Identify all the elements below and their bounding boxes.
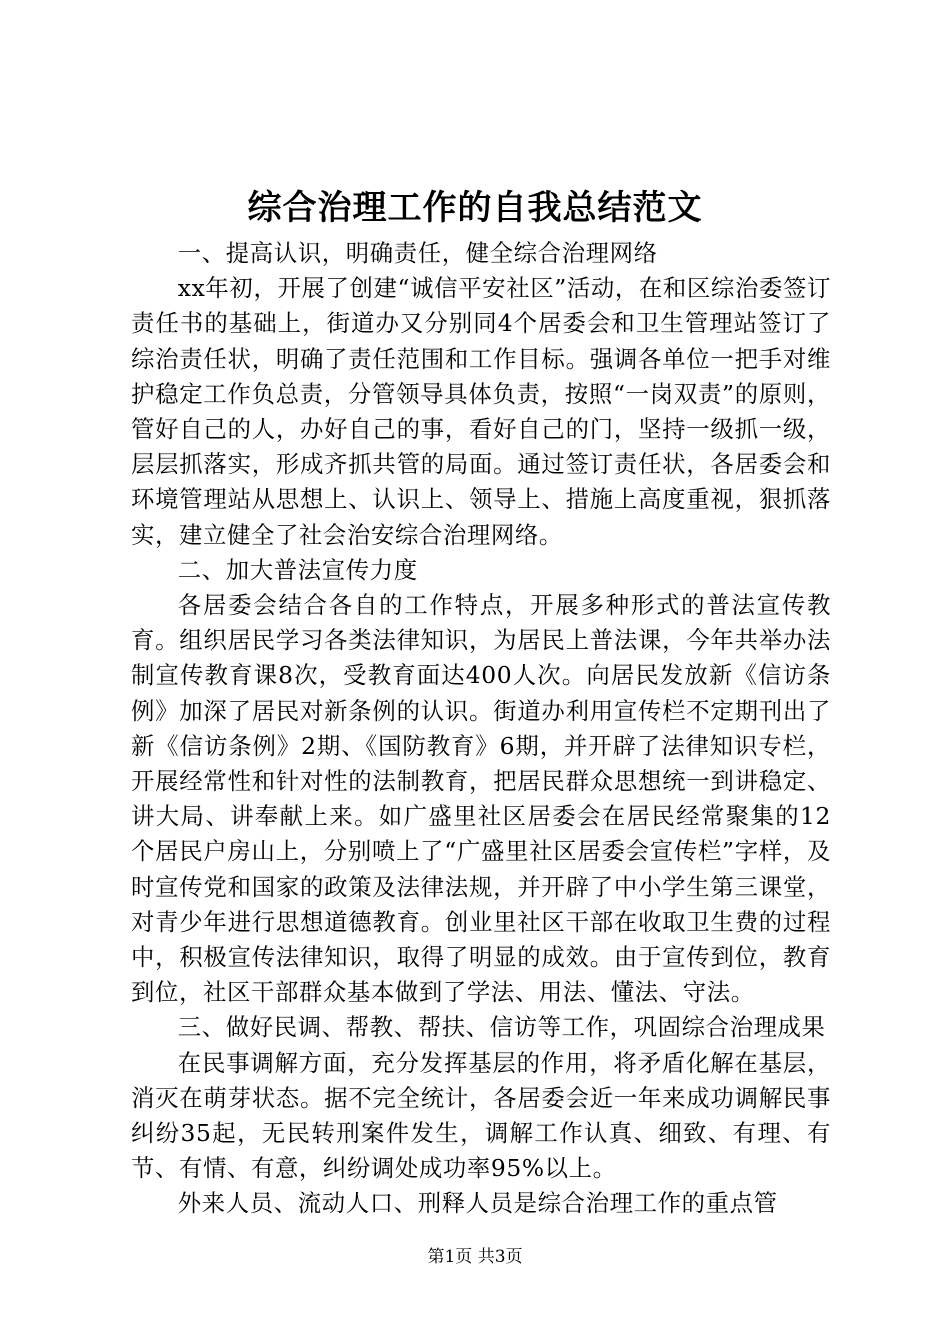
paragraph: 在民事调解方面，充分发挥基层的作用，将矛盾化解在基层，消灭在萌芽状态。据不完全统计，各居委会近一年来成功调解民事纠纷35起，无民转刑案件发生，调解工作认真、细致、有理、有节、有情、有意，纠纷调处成功率95%以上。 [131, 1048, 831, 1183]
document-title: 综合治理工作的自我总结范文 [247, 188, 703, 228]
page-footer: 第1页 共3页 [427, 1247, 523, 1267]
section-heading-2: 二、加大普法宣传力度 [177, 555, 418, 584]
paragraph: xx年初，开展了创建“诚信平安社区”活动，在和区综治委签订责任书的基础上，街道办又分别同4个居委会和卫生管理站签订了综治责任状，明确了责任范围和工作目标。强调各单位一把手对维护稳定工作负总责，分管领导具体负责，按照“一岗双责”的原则，管好自己的人，办好自己的事，看好自己的门，坚持一级抓一级，层层抓落实，形成齐抓共管的局面。通过签订责任状，各居委会和环境管理站从思想上、认识上、领导上、措施上高度重视，狠抓落实，建立健全了社会治安综合治理网络。 [131, 274, 831, 549]
section-heading-1: 一、提高认识，明确责任，健全综合治理网络 [177, 239, 658, 267]
section-heading-3: 三、做好民调、帮教、帮扶、信访等工作，巩固综合治理成果 [177, 1013, 826, 1042]
paragraph: 外来人员、流动人口、刑释人员是综合治理工作的重点管 [177, 1189, 778, 1218]
paragraph: 各居委会结合各自的工作特点，开展多种形式的普法宣传教育。组织居民学习各类法律知识，为居民上普法课，今年共举办法制宣传教育课8次，受教育面达400人次。向居民发放新《信访条例》加深了居民对新条例的认识。街道办利用宣传栏不定期刊出了新《信访条例》2期、《国防教育》6期，并开辟了法律知识专栏，开展经常性和针对性的法制教育，把居民群众思想统一到讲稳定、讲大局、讲奉献上来。如广盛里社区居委会在居民经常聚集的12个居民户房山上，分别喷上了“广盛里社区居委会宣传栏”字样，及时宣传党和国家的政策及法律法规，并开辟了中小学生第三课堂，对青少年进行思想道德教育。创业里社区干部在收取卫生费的过程中，积极宣传法律知识，取得了明显的成效。由于宣传到位，教育到位，社区干部群众基本做到了学法、用法、懂法、守法。 [131, 591, 831, 1007]
document-body [131, 236, 831, 1222]
